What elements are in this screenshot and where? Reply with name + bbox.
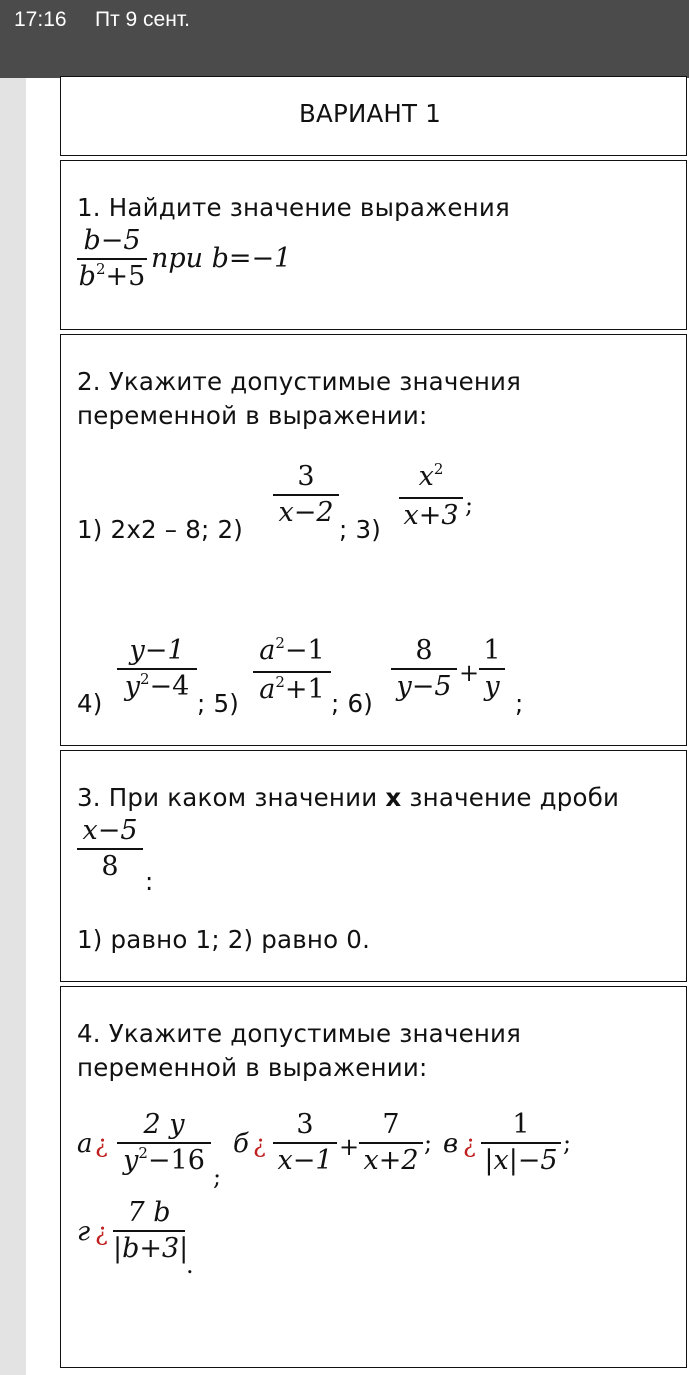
q4-label-b: б xyxy=(233,1129,249,1159)
q2-f4-num: y−1 xyxy=(129,635,185,666)
q2-f3-num-base: x xyxy=(418,461,434,492)
q2-sep-5: ; 6) xyxy=(331,689,373,718)
fraction-bar xyxy=(273,1142,337,1144)
q2-end-2: ; xyxy=(515,689,524,718)
q2-fraction-4 xyxy=(117,635,197,706)
q1-numerator: b−5 xyxy=(83,225,141,256)
q2-fraction-6a xyxy=(391,635,457,703)
q3-variable: x xyxy=(385,783,402,812)
fraction-bar xyxy=(479,668,505,670)
q4-g-end: . xyxy=(186,1251,194,1279)
fraction-bar xyxy=(359,1142,423,1144)
q3-answers: 1) равно 1; 2) равно 0. xyxy=(77,925,371,954)
q2-f3-den: x+3 xyxy=(403,500,459,531)
q1-den-base: b xyxy=(78,261,96,292)
q4-a-end: ; xyxy=(213,1163,222,1191)
q4-glyph-b: ¿ xyxy=(253,1130,266,1158)
q2-f5-num-base: a xyxy=(259,635,276,666)
q4-fraction-g xyxy=(113,1197,189,1265)
q4-line1: 4. Укажите допустимые значения xyxy=(77,1019,522,1048)
q4-v-end: ; xyxy=(563,1129,572,1157)
q2-fraction-2 xyxy=(273,461,339,529)
q3-text xyxy=(77,783,619,812)
q4-label-a: а xyxy=(77,1129,93,1159)
q4-a-den-rest: −16 xyxy=(147,1145,205,1176)
q2-f5-den-exp: 2 xyxy=(275,673,285,691)
q2-f5-num-exp: 2 xyxy=(275,634,285,652)
q1-den-exp: 2 xyxy=(95,260,106,278)
q4-label-g: г xyxy=(77,1217,91,1247)
q4-fraction-a xyxy=(117,1109,211,1180)
q2-prefix-4: 4) xyxy=(77,689,103,718)
q4-b1-den: x−1 xyxy=(277,1145,333,1176)
fraction-bar xyxy=(77,848,143,850)
q4-fraction-v xyxy=(481,1109,561,1177)
q4-a-num: 2 y xyxy=(143,1109,185,1140)
status-bar xyxy=(0,0,689,78)
q4-b2-num: 7 xyxy=(382,1109,400,1140)
q4-fraction-b1 xyxy=(273,1109,337,1177)
question-4 xyxy=(60,986,687,1368)
variant-header xyxy=(60,76,687,156)
q2-f4-den-rest: −4 xyxy=(149,671,190,702)
q2-f3-num-exp: 2 xyxy=(433,460,444,478)
q2-end-1: ; xyxy=(465,491,474,519)
q3-numerator: x−5 xyxy=(82,815,138,846)
fraction-bar xyxy=(391,668,457,670)
fraction-bar xyxy=(273,494,339,496)
question-3 xyxy=(60,750,687,982)
q2-f5-den-rest: +1 xyxy=(284,674,325,705)
q4-a-den-base: y xyxy=(123,1145,139,1176)
q3-text-b: значение дроби xyxy=(409,783,620,812)
status-date: Пт 9 сент. xyxy=(95,8,190,31)
q4-a-den-exp: 2 xyxy=(138,1144,148,1162)
q2-prefix-1: 1) 2x2 – 8; 2) xyxy=(77,515,244,544)
q2-f6b-num: 1 xyxy=(483,635,501,666)
q2-line1: 2. Укажите допустимые значения xyxy=(77,367,522,396)
fraction-bar xyxy=(117,1142,211,1144)
q2-f5-den-base: a xyxy=(259,674,276,705)
q2-f5-num-rest: −1 xyxy=(284,635,325,666)
q4-glyph-v: ¿ xyxy=(463,1130,476,1158)
fraction-bar xyxy=(113,1230,185,1232)
q4-glyph-g: ¿ xyxy=(95,1218,108,1246)
fraction-bar xyxy=(77,258,147,260)
q2-f2-num: 3 xyxy=(297,461,315,492)
q2-f6a-num: 8 xyxy=(415,635,433,666)
q4-line2: переменной в выражении: xyxy=(77,1053,428,1082)
q4-v-den: |x|−5 xyxy=(484,1145,558,1176)
fraction-bar xyxy=(117,668,197,670)
q2-f4-den-base: y xyxy=(124,671,140,702)
fraction-bar xyxy=(253,671,331,673)
q2-f4-den-exp: 2 xyxy=(139,670,150,688)
status-time: 17:16 xyxy=(14,8,67,31)
q3-denominator: 8 xyxy=(101,851,119,882)
q2-sep-4: ; 5) xyxy=(197,689,239,718)
q2-fraction-6b xyxy=(479,635,505,703)
q2-f6a-den: y−5 xyxy=(396,671,452,702)
q4-g-num: 7 b xyxy=(127,1197,171,1228)
q4-glyph-a: ¿ xyxy=(95,1130,108,1158)
q1-text: 1. Найдите значение выражения xyxy=(77,193,510,222)
q3-colon: : xyxy=(145,867,154,896)
q4-b2-den: x+2 xyxy=(363,1145,419,1176)
q2-f6b-den: y xyxy=(484,671,500,702)
q3-fraction xyxy=(77,815,143,883)
q1-condition: при b=−1 xyxy=(151,243,292,274)
q4-fraction-b2 xyxy=(359,1109,423,1177)
q4-g-den: |b+3| xyxy=(113,1233,189,1264)
q4-b-end: ; xyxy=(424,1129,433,1157)
q2-line2: переменной в выражении: xyxy=(77,401,428,430)
q4-b1-num: 3 xyxy=(296,1109,314,1140)
q2-fraction-3 xyxy=(399,461,463,532)
question-1 xyxy=(60,160,687,330)
q4-plus: + xyxy=(339,1133,360,1161)
fraction-bar xyxy=(481,1142,561,1144)
q3-text-a: 3. При каком значении xyxy=(77,783,378,812)
q1-den-rest: +5 xyxy=(105,261,146,292)
page-margin xyxy=(0,78,26,1375)
q2-plus: + xyxy=(459,659,480,687)
q4-v-num: 1 xyxy=(512,1109,530,1140)
variant-title: ВАРИАНТ 1 xyxy=(299,99,441,128)
question-2 xyxy=(60,334,687,746)
q2-sep-1: ; 3) xyxy=(339,515,381,544)
q2-fraction-5 xyxy=(253,635,331,709)
q2-f2-den: x−2 xyxy=(278,497,334,528)
q1-fraction xyxy=(77,225,147,296)
fraction-bar xyxy=(399,497,463,499)
q4-label-v: в xyxy=(443,1129,459,1159)
